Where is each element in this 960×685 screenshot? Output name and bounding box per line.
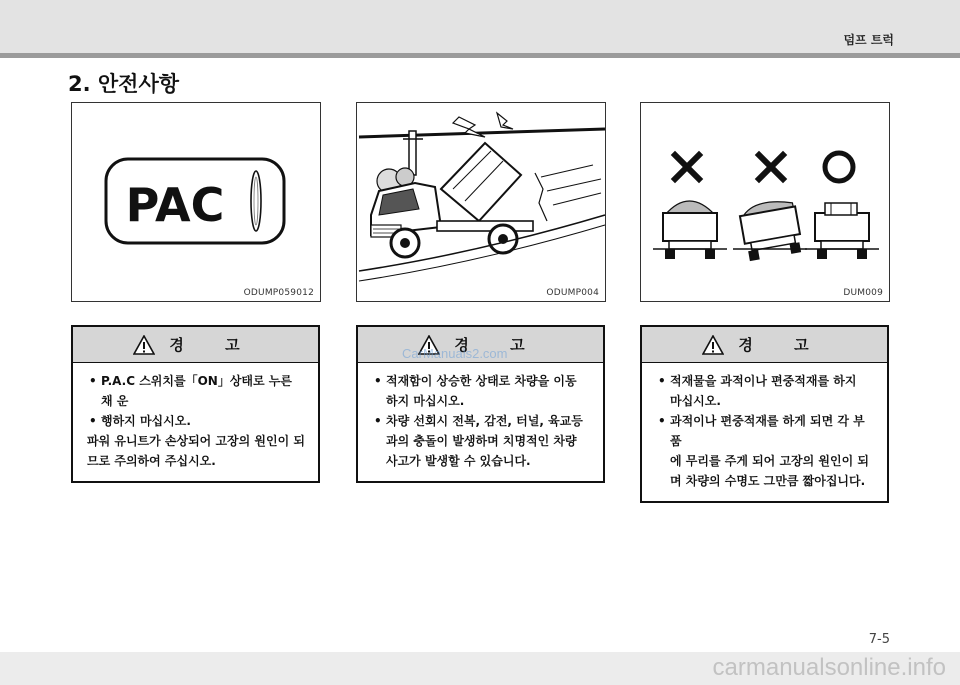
- footer-band: [0, 652, 960, 685]
- warning-line: 마십시오.: [670, 394, 721, 408]
- switch-button-icon: [251, 171, 261, 231]
- warning-title: 경 고: [454, 336, 543, 354]
- section-title: 2. 안전사항: [68, 72, 180, 96]
- header-label: 덤프 트럭: [843, 33, 894, 47]
- warning-line: 사고가 발생할 수 있습니다.: [386, 454, 531, 468]
- warning-line: 며 차량의 수명도 그만큼 짧아집니다.: [670, 474, 866, 488]
- warning-triangle-icon: [133, 335, 155, 355]
- warning-line: • 적재함이 상승한 상태로 차량을 이동: [372, 371, 591, 391]
- warning-line: 므로 주의하여 주십시오.: [87, 454, 216, 468]
- footer-watermark: carmanualsonline.info: [712, 654, 946, 681]
- pac-switch-text: PAC: [125, 178, 225, 232]
- figure-code: DUM009: [843, 288, 883, 298]
- truck-raised-bed-illustration: [357, 103, 607, 303]
- header-band: [0, 0, 960, 54]
- figure-code: ODUMP004: [546, 288, 599, 298]
- prohibited-x-icon: [759, 155, 783, 179]
- warning-header: [642, 327, 887, 363]
- warning-line: • 차량 선회시 전복, 감전, 터널, 육교등: [372, 411, 591, 431]
- warning-box-overload: [640, 325, 889, 503]
- warning-body: [73, 363, 318, 481]
- warning-title: 경 고: [738, 336, 827, 354]
- pac-switch-illustration: [72, 103, 322, 303]
- warning-body: [642, 363, 887, 501]
- allowed-circle-icon: [825, 153, 853, 181]
- warning-box-pac: [71, 325, 320, 483]
- figure-code: ODUMP059012: [243, 288, 314, 298]
- load-distribution-illustration: [641, 103, 891, 303]
- figure-load-distribution: [640, 102, 890, 302]
- header-rule: [0, 53, 960, 58]
- warning-title: 경 고: [169, 336, 258, 354]
- warning-line: • 적재물을 과적이나 편중적재를 하지: [656, 371, 875, 391]
- figure-pac-switch: [71, 102, 321, 302]
- warning-line: • P.A.C 스위치를「ON」상태로 누른 채 운: [87, 371, 306, 411]
- page-number: 7-5: [868, 632, 890, 647]
- warning-line: 과의 충돌이 발생하며 치명적인 차량: [386, 434, 577, 448]
- warning-body: [358, 363, 603, 481]
- warning-triangle-icon: [702, 335, 724, 355]
- warning-line: 에 무리를 주게 되어 고장의 원인이 되: [670, 454, 869, 468]
- prohibited-x-icon: [675, 155, 699, 179]
- warning-line: 하지 마십시오.: [386, 394, 465, 408]
- figure-truck-raised-bed: [356, 102, 606, 302]
- watermark: CarManuals2.com: [402, 346, 508, 361]
- warning-line: • 과적이나 편중적재를 하게 되면 각 부품: [656, 411, 875, 451]
- warning-line: 파워 유니트가 손상되어 고장의 원인이 되: [87, 434, 305, 448]
- warning-line: • 행하지 마십시오.: [87, 411, 306, 431]
- warning-header: [73, 327, 318, 363]
